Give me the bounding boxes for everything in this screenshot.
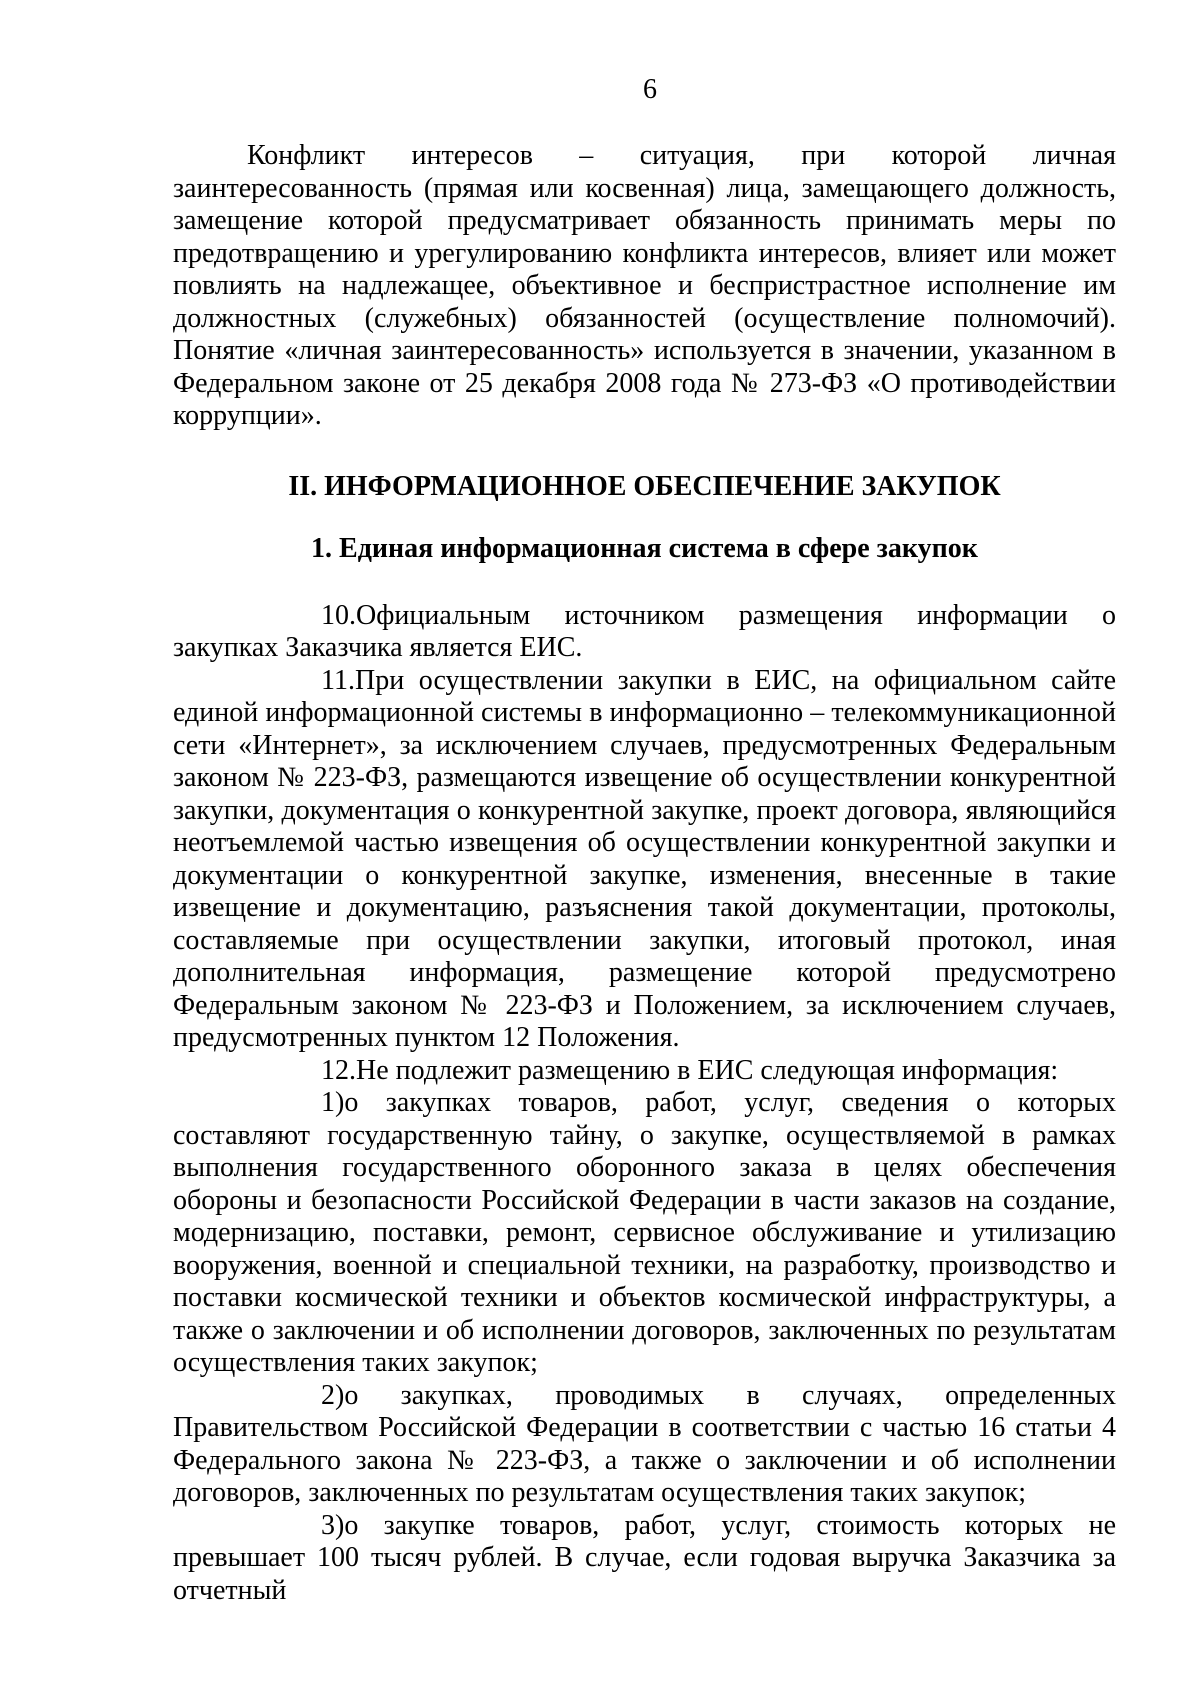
item-text: Официальным источником размещения информации о закупках Заказчика является ЕИС. — [173, 599, 1116, 663]
section-title: II. ИНФОРМАЦИОННОЕ ОБЕСПЕЧЕНИЕ ЗАКУПОК — [288, 470, 1001, 502]
item-11 — [173, 665, 1116, 1055]
paragraph-conflict-of-interest: Конфликт интересов – ситуация, при которой личная заинтересованность (прямая или косвенная) лица, замещающего должность, замещение которой предусматривает обязанность принимать меры по предотвращению и урегулированию конфликта интересов, влияет или может повлиять на надлежащее, объективное и беспристрастное исполнение им должностных (служебных) обязанностей (осуществление полномочий). Понятие «личная заинтересованность» используется в значении, указанном в Федеральном законе от 25 декабря 2008 года № 273-ФЗ «О противодействии коррупции». — [173, 140, 1116, 431]
item-text: Не подлежит размещению в ЕИС следующая информация: — [356, 1054, 1059, 1086]
document-body — [173, 140, 1116, 1607]
item-number: 1) — [321, 1087, 345, 1118]
subitem-1 — [173, 1087, 1116, 1380]
item-text: о закупках, проводимых в случаях, определенных Правительством Российской Федерации в соответствии с частью 16 статьи 4 Федерального закона № 223-ФЗ, а также о заключении и об исполнении договоров, заключенных по результатам осуществления таких закупок; — [173, 1379, 1116, 1508]
item-number: 3) — [321, 1509, 345, 1541]
item-12 — [173, 1055, 1116, 1088]
item-text: о закупках товаров, работ, услуг, сведения о которых составляют государственную тайну, о закупке, осуществляемой в рамках выполнения государственного оборонного заказа в целях обеспечения обороны и безопасности Российской Федерации в части заказов на создание, модернизацию, поставки, ремонт, сервисное обслуживание и утилизацию вооружения, военной и специальной техники, на разработку, производство и поставки космической техники и объектов космической инфраструктуры, а также о заключении и об исполнении договоров, заключенных по результатам осуществления таких закупок; — [173, 1087, 1116, 1378]
item-text: При осуществлении закупки в ЕИС, на официальном сайте единой информационной системы в информационно – телекоммуникационной сети «Интернет», за исключением случаев, предусмотренных Федеральным законом № 223-ФЗ, размещаются извещение об осуществлении конкурентной закупки, документация о конкурентной закупке, проект договора, являющийся неотъемлемой частью извещения об осуществлении конкурентной закупки и документации о конкурентной закупке, изменения, внесенные в такие извещение и документацию, разъяснения такой документации, протоколы, составляемые при осуществлении закупки, итоговый протокол, иная дополнительная информация, размещение которой предусмотрено Федеральным законом № 223-ФЗ и Положением, за исключением случаев, предусмотренных пунктом 12 Положения. — [173, 664, 1116, 1053]
item-number: 11. — [321, 664, 355, 696]
item-text: о закупке товаров, работ, услуг, стоимость которых не превышает 100 тысяч рублей. В случае, если годовая выручка Заказчика за отчетный — [173, 1509, 1116, 1606]
subsection-title: 1. Единая информационная система в сфере закупок — [311, 533, 978, 564]
item-number: 12. — [321, 1054, 356, 1086]
page-number: 6 — [643, 74, 657, 105]
item-10 — [173, 600, 1116, 665]
subitem-2 — [173, 1380, 1116, 1510]
item-number: 10. — [321, 599, 356, 631]
item-number: 2) — [321, 1379, 345, 1411]
subitem-3 — [173, 1510, 1116, 1608]
